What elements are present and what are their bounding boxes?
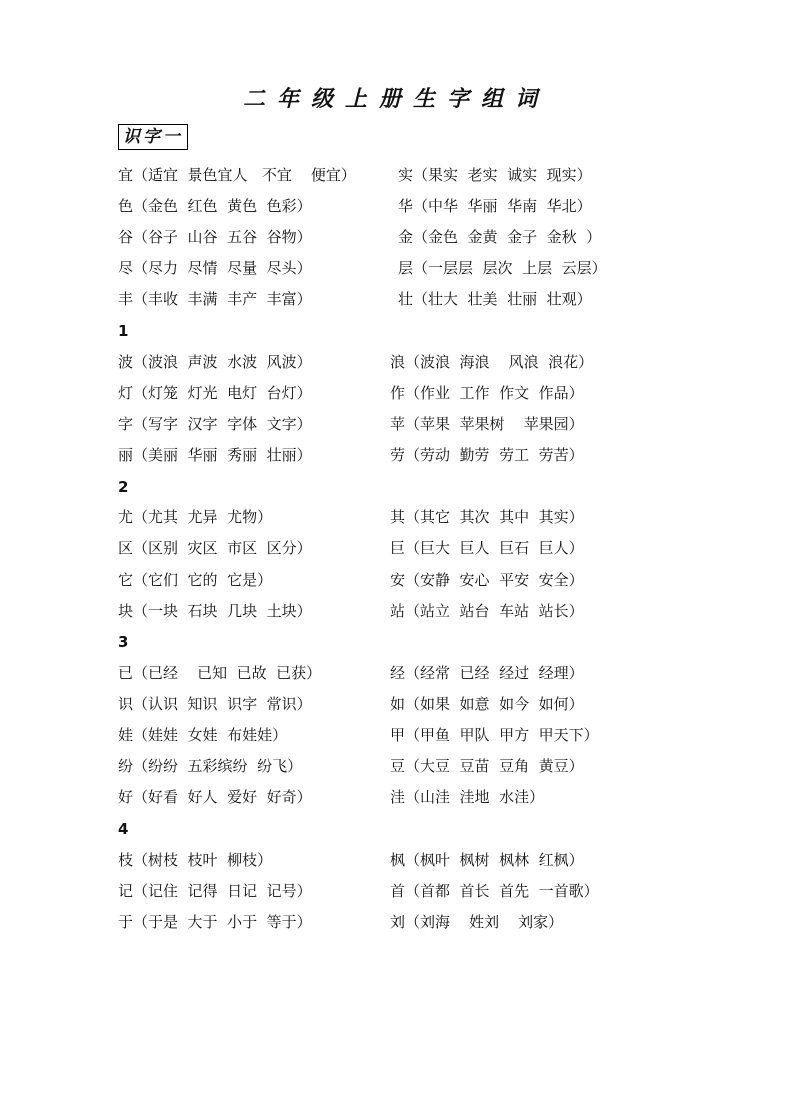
group-number: 1 [118, 322, 129, 340]
word-entry-left: 字（写字 汉字 字体 文字） [118, 415, 312, 433]
word-entry-right: 巨（巨大 巨人 巨石 巨人） [390, 539, 584, 557]
word-entry-right: 层（一层层 层次 上层 云层） [398, 259, 607, 277]
word-entry-right: 金（金色 金黄 金子 金秋 ） [398, 228, 602, 246]
word-entry-left: 区（区别 灾区 市区 区分） [118, 539, 312, 557]
group-number: 2 [118, 478, 129, 496]
word-entry-left: 于（于是 大于 小于 等于） [118, 913, 312, 931]
word-entry-right: 壮（壮大 壮美 壮丽 壮观） [398, 290, 592, 308]
word-row [0, 785, 792, 809]
word-row [0, 381, 792, 405]
word-entry-left: 谷（谷子 山谷 五谷 谷物） [118, 228, 312, 246]
group-number-row [0, 475, 792, 499]
word-entry-right: 安（安静 安心 平安 安全） [390, 571, 584, 589]
word-entry-left: 识（认识 知识 识字 常识） [118, 695, 312, 713]
word-row [0, 692, 792, 716]
word-entry-left: 它（它们 它的 它是） [118, 571, 273, 589]
word-entry-left: 丰（丰收 丰满 丰产 丰富） [118, 290, 312, 308]
word-entry-right: 实（果实 老实 诚实 现实） [398, 166, 592, 184]
word-row [0, 163, 792, 187]
word-entry-left: 记（记住 记得 日记 记号） [118, 882, 312, 900]
word-entry-right: 首（首都 首长 首先 一首歌） [390, 882, 599, 900]
word-entry-right: 站（站立 站台 车站 站长） [390, 602, 584, 620]
word-entry-right: 洼（山洼 洼地 水洼） [390, 788, 545, 806]
word-entry-left: 宜（适宜 景色宜人 不宜 便宜） [118, 166, 356, 184]
word-entry-right: 其（其它 其次 其中 其实） [390, 508, 584, 526]
word-entry-right: 华（中华 华丽 华南 华北） [398, 197, 592, 215]
word-entry-left: 块（一块 石块 几块 土块） [118, 602, 312, 620]
word-row [0, 599, 792, 623]
word-row [0, 505, 792, 529]
word-entry-left: 好（好看 好人 爱好 好奇） [118, 788, 312, 806]
word-entry-left: 已（已经 已知 已故 已获） [118, 664, 322, 682]
word-entry-right: 作（作业 工作 作文 作品） [390, 384, 584, 402]
word-row [0, 879, 792, 903]
word-row [0, 225, 792, 249]
word-entry-right: 枫（枫叶 枫树 枫林 红枫） [390, 851, 584, 869]
word-row [0, 256, 792, 280]
word-row [0, 443, 792, 467]
word-entry-right: 经（经常 已经 经过 经理） [390, 664, 584, 682]
word-entry-left: 波（波浪 声波 水波 风波） [118, 353, 312, 371]
word-row [0, 412, 792, 436]
word-row [0, 848, 792, 872]
word-row [0, 287, 792, 311]
group-number: 4 [118, 820, 129, 838]
word-entry-left: 色（金色 红色 黄色 色彩） [118, 197, 312, 215]
word-row [0, 194, 792, 218]
word-entry-left: 纷（纷纷 五彩缤纷 纷飞） [118, 757, 303, 775]
word-entry-right: 浪（波浪 海浪 风浪 浪花） [390, 353, 594, 371]
word-entry-left: 丽（美丽 华丽 秀丽 壮丽） [118, 446, 312, 464]
word-entry-left: 灯（灯笼 灯光 电灯 台灯） [118, 384, 312, 402]
group-number-row [0, 319, 792, 343]
page-title: 二年级上册生字组词 [242, 86, 549, 112]
word-entry-right: 苹（苹果 苹果树 苹果园） [390, 415, 584, 433]
word-entry-right: 甲（甲鱼 甲队 甲方 甲天下） [390, 726, 599, 744]
word-entry-left: 娃（娃娃 女娃 布娃娃） [118, 726, 288, 744]
group-number-row [0, 817, 792, 841]
word-row [0, 723, 792, 747]
word-row [0, 661, 792, 685]
word-row [0, 910, 792, 934]
word-entry-left: 尤（尤其 尤异 尤物） [118, 508, 273, 526]
word-entry-right: 如（如果 如意 如今 如何） [390, 695, 584, 713]
word-entry-right: 豆（大豆 豆苗 豆角 黄豆） [390, 757, 584, 775]
word-entry-right: 刘（刘海 姓刘 刘家） [390, 913, 564, 931]
word-entry-right: 劳（劳动 勤劳 劳工 劳苦） [390, 446, 584, 464]
word-entry-left: 尽（尽力 尽情 尽量 尽头） [118, 259, 312, 277]
group-number: 3 [118, 633, 129, 651]
word-row [0, 350, 792, 374]
section-heading: 识字一 [118, 124, 188, 150]
word-row [0, 754, 792, 778]
word-entry-left: 枝（树枝 枝叶 柳枝） [118, 851, 273, 869]
word-row [0, 568, 792, 592]
group-number-row [0, 630, 792, 654]
word-row [0, 536, 792, 560]
